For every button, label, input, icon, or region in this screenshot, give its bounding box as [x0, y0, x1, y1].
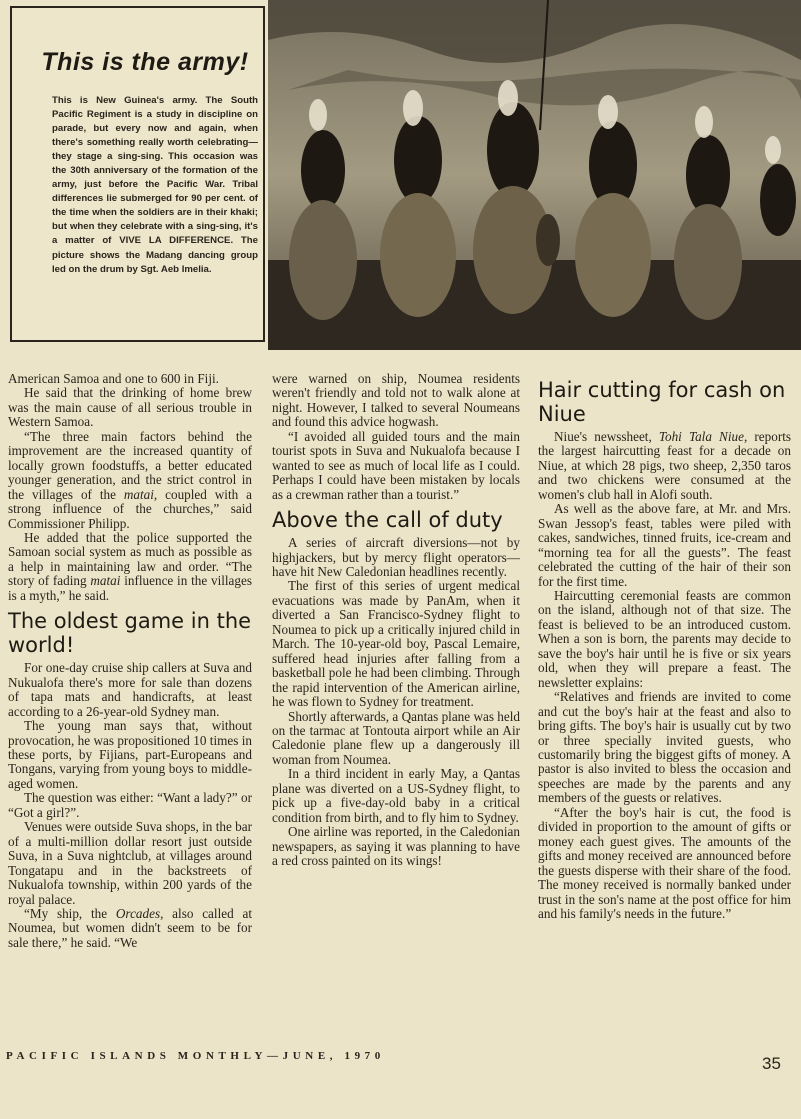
- caption-text: This is New Guinea's army. The South Pacific Regiment is a study in discipline on parade, but every now and again, when there's something really worth celebrating—they stage a sing-sing. This occasion was the 30th anniversary of the formation of the army, just before the Pacific War. Tribal differences lie submerged for 90 per cent. of the time when the soldiers are in their khaki; but when they celebrate with a sing-sing, it's a matter of VIVE LA DIFFERENCE. The picture shows the Madang dancing group led on the drum by Sgt. Aeb Imelia.: [52, 95, 258, 275]
- paragraph: Shortly afterwards, a Qantas plane was held on the tarmac at Tontouta airport while an Air Caledonie plane flew up a dangerously ill woman from Noumea.: [272, 708, 520, 767]
- paragraph: In a third incident in early May, a Qantas plane was diverted on a US-Sydney flight, to pick up a five-day-old baby in a critical condition from birth, and to fly him to Sydney.: [272, 766, 520, 825]
- paragraph: Niue's newssheet, Tohi Tala Niue, reports the largest haircutting feast for a decade on Niue, at which 28 pigs, two sheep, 2,350 taros and two chickens were consumed at the women's club hall in Alofi south.: [538, 429, 792, 502]
- paragraph: The first of this series of urgent medical evacuations was made by PanAm, when it diverted a San Francisco-Sydney flight to Noumea to pick up a critically injured child in March. The 10-year-old boy, Pascal Lemaire, suffered head injuries after falling from a basketball pole he had been climbing. Through the rapid intervention of the American airline, he was flown to Sydney for treatment.: [272, 578, 520, 710]
- column-1: [8, 372, 252, 950]
- photo-caption-box: [10, 6, 265, 342]
- paragraph: were warned on ship, Noumea residents weren't friendly and told not to walk alone at night. However, I talked to several Noumeans and found this advice hogwash.: [272, 371, 520, 430]
- paragraph: For one-day cruise ship callers at Suva and Nukualofa there's more for sale than dozens of tapa mats and handicrafts, at least according to a 26-year-old Sydney man.: [8, 660, 252, 719]
- paragraph: The young man says that, without provocation, he was propositioned 10 times in these ports, by Fijians, part-Europeans and Tongans, varying from young boys to middle-aged women.: [8, 718, 252, 791]
- article-headline-hair-cutting: Hair cutting for cash on Niue: [538, 378, 786, 426]
- paragraph: A series of aircraft diversions—not by highjackers, but by mercy flight operators—have hit New Caledonian headlines recently.: [272, 535, 520, 579]
- paragraph: Haircutting ceremonial feasts are common on the island, although not of that size. The feast is believed to be an introduced custom. When a son is born, the parents may decide to save the boy's hair until he is five or six years old, when they will prepare a feast. The newsletter explains:: [538, 587, 791, 690]
- publication-footer: PACIFIC ISLANDS MONTHLY—JUNE, 1970: [6, 1050, 385, 1062]
- paragraph: “After the boy's hair is cut, the food is divided in proportion to the amount of gifts or money each guest gives. The amounts of the gifts and money received are announced before the guests disperse with their share of the food. The money received is normally banked under trust in the son's name at the post office for him and his family's needs in the future.”: [538, 804, 791, 921]
- paragraph: Venues were outside Suva shops, in the bar of a multi-million dollar resort just outside Suva, in a Suva nightclub, at villages around Tongatapu and in the backstreets of Nukualofa township, within 200 yards of the royal palace.: [8, 819, 252, 907]
- paragraph: The question was either: “Want a lady?” or “Got a girl?”.: [8, 790, 252, 820]
- paragraph: “I avoided all guided tours and the main tourist spots in Suva and Nukualofa because I wanted to see as much of local life as I could. Perhaps I could have been mistaken by locals as a crewman rather than a tourist.”: [272, 428, 520, 502]
- article-headline-call-of-duty: Above the call of duty: [272, 508, 503, 533]
- paragraph: “My ship, the Orcades, also called at Noumea, but women didn't seem to be for sale there,” he said. “We: [8, 905, 252, 950]
- paragraph: He added that the police supported the Samoan social system as much as possible as a help in maintaining law and order. “The story of fading matai influence in the villages is a myth,” he said.: [8, 529, 252, 603]
- paragraph: One airline was reported, in the Caledonian newspapers, as saying it was planning to have a red cross painted on its wings!: [272, 824, 520, 869]
- column-2: [272, 372, 520, 869]
- sing-sing-photo: [268, 0, 801, 350]
- paragraph: As well as the above fare, at Mr. and Mrs. Swan Jessop's feast, tables were piled with cakes, sandwiches, tinned fruits, ice-cream and “morning tea for all the guests”. The feast celebrated the cutting of the hair of their son for the first time.: [538, 501, 791, 589]
- dancers-photo-illustration: [268, 0, 801, 350]
- paragraph: “The three main factors behind the improvement are the increased quantity of locally grown foodstuffs, a better educated younger generation, and the strict control in the villages of the matai, coupled with a strong influence of the churches,” said Commissioner Philipp.: [8, 428, 252, 531]
- page-number: 35: [762, 1054, 781, 1073]
- column-3: [538, 372, 791, 921]
- caption-title: This is the army!: [41, 48, 249, 76]
- paragraph: “Relatives and friends are invited to come and cut the boy's hair at the feast and also to bring gifts. The boy's hair is usually cut by two or three specially invited guests, who customarily bring the biggest gifts of money. A pastor is also invited to bless the occasion and speeches are made by the parents and any members of the guests or relatives.: [538, 689, 791, 806]
- paragraph: He said that the drinking of home brew was the main cause of all serious trouble in Western Samoa.: [8, 385, 252, 430]
- paragraph: American Samoa and one to 600 in Fiji.: [8, 371, 219, 386]
- article-headline-oldest-game: The oldest game in the world!: [8, 609, 252, 658]
